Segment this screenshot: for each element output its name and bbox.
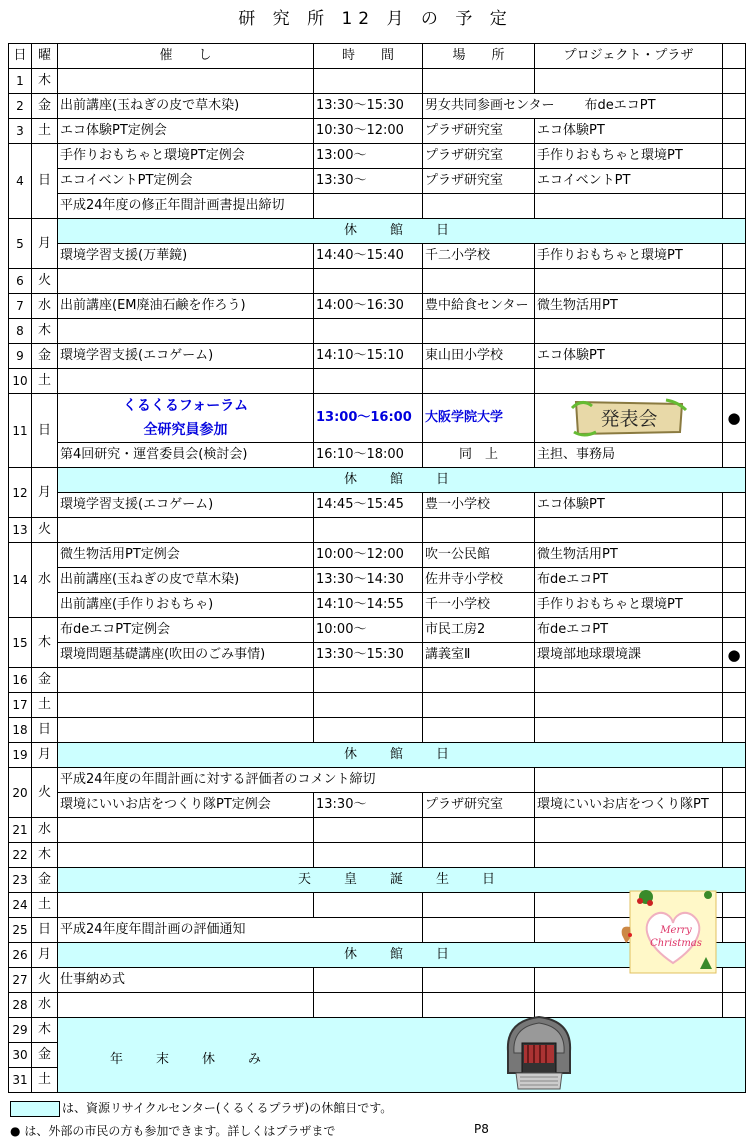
event-cell [58, 269, 314, 294]
mark-cell [723, 893, 746, 918]
merry-text: Merry [660, 925, 692, 936]
day-cell: 26 [9, 943, 32, 968]
table-row [9, 369, 746, 394]
public-dot-mark: ● [723, 643, 746, 668]
mark-cell [723, 369, 746, 394]
mark-cell [723, 144, 746, 169]
mark-cell [723, 169, 746, 194]
event-cell [58, 993, 314, 1018]
table-row [9, 693, 746, 718]
mark-cell [723, 294, 746, 319]
forum-subtitle: 全研究員参加 [143, 422, 228, 438]
time-cell: 14:45～15:45 [314, 493, 423, 518]
table-row [9, 518, 746, 543]
event-cell: 平成24年度年間計画の評価通知 [58, 918, 423, 943]
mark-cell [723, 493, 746, 518]
event-cell [58, 893, 314, 918]
place-cell [423, 269, 535, 294]
event-cell [58, 319, 314, 344]
mark-cell [723, 119, 746, 144]
day-cell: 30 [9, 1043, 32, 1068]
table-row [9, 119, 746, 144]
place-cell [423, 818, 535, 843]
mark-cell [723, 768, 746, 793]
legend-public [10, 1122, 335, 1139]
christmas-card-illustration [616, 885, 720, 977]
time-cell [314, 319, 423, 344]
project-cell: 布deエコPT [535, 568, 723, 593]
day-cell: 19 [9, 743, 32, 768]
weekday-cell: 土 [32, 693, 58, 718]
day-cell: 15 [9, 618, 32, 668]
place-cell: 千二小学校 [423, 244, 535, 269]
event-cell: 微生物活用PT定例会 [58, 543, 314, 568]
time-cell: 10:00～ [314, 618, 423, 643]
time-cell: 13:30～15:30 [314, 643, 423, 668]
time-cell: 13:30～ [314, 793, 423, 818]
legend-dot-icon: ● [10, 1124, 21, 1138]
day-cell: 7 [9, 294, 32, 319]
happyokai-badge-icon [570, 398, 688, 438]
place-cell [423, 968, 535, 993]
event-cell: 布deエコPT定例会 [58, 618, 314, 643]
time-cell [314, 518, 423, 543]
day-cell: 12 [9, 468, 32, 518]
day-cell: 17 [9, 693, 32, 718]
weekday-cell: 金 [32, 668, 58, 693]
table-row [9, 144, 746, 169]
weekday-cell: 日 [32, 718, 58, 743]
table-row [9, 194, 746, 219]
header-project: プロジェクト・プラザ [535, 44, 723, 69]
weekday-cell: 土 [32, 893, 58, 918]
weekday-cell: 月 [32, 743, 58, 768]
time-cell [314, 269, 423, 294]
table-row [9, 743, 746, 768]
day-cell: 27 [9, 968, 32, 993]
event-cell: 環境問題基礎講座(吹田のごみ事情) [58, 643, 314, 668]
mark-cell [723, 518, 746, 543]
day-cell: 13 [9, 518, 32, 543]
event-cell: 第4回研究・運営委員会(検討会) [58, 443, 314, 468]
weekday-cell: 火 [32, 269, 58, 294]
project-cell [535, 693, 723, 718]
year-end-holiday-band [58, 1018, 746, 1093]
table-row [9, 344, 746, 369]
weekday-cell: 水 [32, 818, 58, 843]
header-event: 催 し [58, 44, 314, 69]
weekday-cell: 木 [32, 69, 58, 94]
header-time: 時 間 [314, 44, 423, 69]
place-cell: 豊中給食センター [423, 294, 535, 319]
day-cell: 22 [9, 843, 32, 868]
place-project-cell [423, 94, 723, 119]
place-cell: 講義室Ⅱ [423, 643, 535, 668]
mark-cell [723, 968, 746, 993]
weekday-cell: 日 [32, 394, 58, 468]
time-cell: 14:00～16:30 [314, 294, 423, 319]
time-cell [314, 693, 423, 718]
weekday-cell: 火 [32, 768, 58, 818]
place-cell [423, 194, 535, 219]
table-row [9, 69, 746, 94]
event-cell [58, 69, 314, 94]
time-cell: 10:00～12:00 [314, 543, 423, 568]
time-cell: 16:10～18:00 [314, 443, 423, 468]
day-cell: 14 [9, 543, 32, 618]
place-cell: 吹一公民館 [423, 543, 535, 568]
christmas-text: Christmas [650, 938, 702, 949]
day-cell: 21 [9, 818, 32, 843]
weekday-cell: 水 [32, 993, 58, 1018]
weekday-cell: 月 [32, 468, 58, 518]
project-cell: 布deエコPT [535, 618, 723, 643]
event-cell [58, 369, 314, 394]
weekday-cell: 金 [32, 344, 58, 369]
mark-cell [723, 94, 746, 119]
place-cell: プラザ研究室 [423, 144, 535, 169]
header-mark [723, 44, 746, 69]
table-row [9, 169, 746, 194]
project-cell [535, 194, 723, 219]
project-cell: 環境にいいお店をつくり隊PT [535, 793, 723, 818]
event-cell [58, 668, 314, 693]
mark-cell [723, 443, 746, 468]
time-cell [314, 968, 423, 993]
project-cell: エコイベントPT [535, 169, 723, 194]
table-row [9, 468, 746, 493]
project-cell: 主担、事務局 [535, 443, 723, 468]
place-cell [423, 369, 535, 394]
mark-cell [723, 344, 746, 369]
legend-color-swatch [10, 1101, 60, 1117]
place-cell [423, 843, 535, 868]
project-text: 布deエコPT [584, 98, 656, 113]
event-cell [58, 718, 314, 743]
table-row [9, 793, 746, 818]
place-cell: プラザ研究室 [423, 119, 535, 144]
event-cell: 環境にいいお店をつくり隊PT定例会 [58, 793, 314, 818]
weekday-cell: 木 [32, 843, 58, 868]
project-cell: 微生物活用PT [535, 543, 723, 568]
place-cell [423, 319, 535, 344]
closed-day-band: 休 館 日 [58, 943, 746, 968]
project-cell [535, 668, 723, 693]
project-cell: 手作りおもちゃと環境PT [535, 593, 723, 618]
day-cell: 29 [9, 1018, 32, 1043]
mark-cell [723, 668, 746, 693]
weekday-cell: 土 [32, 119, 58, 144]
place-cell: プラザ研究室 [423, 793, 535, 818]
table-row [9, 718, 746, 743]
time-cell [314, 718, 423, 743]
mark-cell [723, 718, 746, 743]
event-cell: 環境学習支援(万華鏡) [58, 244, 314, 269]
place-cell: 東山田小学校 [423, 344, 535, 369]
weekday-cell: 水 [32, 543, 58, 618]
mark-cell [723, 319, 746, 344]
weekday-cell: 月 [32, 219, 58, 269]
place-text: 男女共同参画センター [425, 98, 555, 113]
table-row [9, 568, 746, 593]
mark-cell [723, 918, 746, 943]
place-cell: プラザ研究室 [423, 169, 535, 194]
day-cell: 1 [9, 69, 32, 94]
event-cell: 仕事納め式 [58, 968, 314, 993]
place-cell [423, 668, 535, 693]
day-cell: 5 [9, 219, 32, 269]
day-cell: 16 [9, 668, 32, 693]
table-row [9, 443, 746, 468]
event-cell [58, 843, 314, 868]
day-cell: 9 [9, 344, 32, 369]
event-cell: 出前講座(手作りおもちゃ) [58, 593, 314, 618]
public-dot-mark: ● [723, 394, 746, 443]
time-cell: 14:40～15:40 [314, 244, 423, 269]
table-row [9, 818, 746, 843]
project-cell [535, 369, 723, 394]
day-cell: 4 [9, 144, 32, 219]
place-cell: 同 上 [423, 443, 535, 468]
time-cell: 13:30～15:30 [314, 94, 423, 119]
place-cell [423, 718, 535, 743]
table-row [9, 668, 746, 693]
weekday-cell: 金 [32, 94, 58, 119]
table-row [9, 643, 746, 668]
day-cell: 10 [9, 369, 32, 394]
place-cell: 佐井寺小学校 [423, 568, 535, 593]
table-row [9, 618, 746, 643]
day-cell: 31 [9, 1068, 32, 1093]
forum-event-cell [58, 394, 314, 443]
day-cell: 24 [9, 893, 32, 918]
closed-day-band: 休 館 日 [58, 219, 746, 244]
table-row [9, 94, 746, 119]
event-cell [58, 818, 314, 843]
event-cell: 環境学習支援(エコゲーム) [58, 344, 314, 369]
house-illustration [498, 1013, 580, 1091]
project-cell [535, 269, 723, 294]
closed-day-band: 休 館 日 [58, 743, 746, 768]
table-row [9, 219, 746, 244]
time-cell [314, 369, 423, 394]
mark-cell [723, 793, 746, 818]
project-cell: エコ体験PT [535, 493, 723, 518]
mark-cell [723, 818, 746, 843]
project-cell [535, 718, 723, 743]
time-cell: 13:00～ [314, 144, 423, 169]
forum-place-cell: 大阪学院大学 [423, 394, 535, 443]
day-cell: 20 [9, 768, 32, 818]
place-cell [423, 918, 535, 943]
legend-closed [10, 1099, 392, 1117]
project-cell [535, 768, 723, 793]
time-cell [314, 893, 423, 918]
place-cell [423, 693, 535, 718]
weekday-cell: 火 [32, 518, 58, 543]
time-cell: 13:30～14:30 [314, 568, 423, 593]
closed-day-band: 休 館 日 [58, 468, 746, 493]
project-cell [535, 843, 723, 868]
time-cell [314, 993, 423, 1018]
weekday-cell: 日 [32, 144, 58, 219]
event-cell: 平成24年度の修正年間計画書提出締切 [58, 194, 314, 219]
legend-public-text: は、外部の市民の方も参加できます。詳しくはプラザまで [24, 1124, 336, 1138]
event-cell: エコ体験PT定例会 [58, 119, 314, 144]
weekday-cell: 木 [32, 319, 58, 344]
day-cell: 18 [9, 718, 32, 743]
time-cell: 13:30～ [314, 169, 423, 194]
project-cell: エコ体験PT [535, 344, 723, 369]
time-cell [314, 843, 423, 868]
project-cell [535, 319, 723, 344]
table-row [9, 493, 746, 518]
table-row [9, 843, 746, 868]
time-cell: 14:10～15:10 [314, 344, 423, 369]
mark-cell [723, 618, 746, 643]
year-end-label: 年 末 休 み [110, 1052, 272, 1067]
time-cell [314, 668, 423, 693]
forum-title: くるくるフォーラム [122, 398, 249, 414]
weekday-cell: 日 [32, 918, 58, 943]
project-cell: 微生物活用PT [535, 294, 723, 319]
mark-cell [723, 543, 746, 568]
day-cell: 2 [9, 94, 32, 119]
mark-cell [723, 993, 746, 1018]
weekday-cell: 月 [32, 943, 58, 968]
table-row [9, 768, 746, 793]
event-cell: 出前講座(玉ねぎの皮で草木染) [58, 568, 314, 593]
mark-cell [723, 194, 746, 219]
weekday-cell: 金 [32, 1043, 58, 1068]
project-cell [535, 518, 723, 543]
weekday-cell: 金 [32, 868, 58, 893]
weekday-cell: 火 [32, 968, 58, 993]
holiday-band: 天 皇 誕 生 日 [58, 868, 746, 893]
time-cell [314, 69, 423, 94]
badge-text: 発表会 [599, 408, 658, 430]
event-cell [58, 518, 314, 543]
header-row [9, 44, 746, 69]
project-cell: 環境部地球環境課 [535, 643, 723, 668]
day-cell: 28 [9, 993, 32, 1018]
page-title: 研 究 所 12 月 の 予 定 [238, 9, 513, 29]
time-cell [314, 194, 423, 219]
mark-cell [723, 843, 746, 868]
event-cell: 出前講座(玉ねぎの皮で草木染) [58, 94, 314, 119]
place-cell [423, 69, 535, 94]
project-cell [535, 69, 723, 94]
day-cell: 11 [9, 394, 32, 468]
project-cell: 手作りおもちゃと環境PT [535, 244, 723, 269]
event-cell: 平成24年度の年間計画に対する評価者のコメント締切 [58, 768, 535, 793]
header-place: 場 所 [423, 44, 535, 69]
weekday-cell: 水 [32, 294, 58, 319]
mark-cell [723, 593, 746, 618]
day-cell: 23 [9, 868, 32, 893]
table-row [9, 319, 746, 344]
weekday-cell: 木 [32, 1018, 58, 1043]
event-cell: エコイベントPT定例会 [58, 169, 314, 194]
header-weekday: 曜 [32, 44, 58, 69]
day-cell: 25 [9, 918, 32, 943]
table-row [9, 269, 746, 294]
weekday-cell: 土 [32, 1068, 58, 1093]
mark-cell [723, 69, 746, 94]
table-row [9, 394, 746, 443]
time-cell [314, 818, 423, 843]
table-row [9, 593, 746, 618]
place-cell: 豊一小学校 [423, 493, 535, 518]
event-cell: 環境学習支援(エコゲーム) [58, 493, 314, 518]
table-row [9, 294, 746, 319]
weekday-cell: 木 [32, 618, 58, 668]
time-cell: 10:30～12:00 [314, 119, 423, 144]
place-cell [423, 893, 535, 918]
legend-closed-text: は、資源リサイクルセンター(くるくるプラザ)の休館日です。 [62, 1101, 393, 1115]
day-cell: 8 [9, 319, 32, 344]
event-cell [58, 693, 314, 718]
weekday-cell: 土 [32, 369, 58, 394]
event-cell: 手作りおもちゃと環境PT定例会 [58, 144, 314, 169]
page-number: P8 [474, 1122, 489, 1136]
place-cell: 市民工房2 [423, 618, 535, 643]
mark-cell [723, 244, 746, 269]
time-cell: 14:10～14:55 [314, 593, 423, 618]
table-row [9, 1018, 746, 1043]
day-cell: 6 [9, 269, 32, 294]
project-cell: 手作りおもちゃと環境PT [535, 144, 723, 169]
event-cell: 出前講座(EM廃油石鹸を作ろう) [58, 294, 314, 319]
mark-cell [723, 693, 746, 718]
table-row [9, 244, 746, 269]
table-row [9, 543, 746, 568]
place-cell [423, 518, 535, 543]
project-cell [535, 818, 723, 843]
badge-cell [535, 394, 723, 443]
forum-time-cell: 13:00～16:00 [314, 394, 423, 443]
table-row [9, 993, 746, 1018]
place-cell: 千一小学校 [423, 593, 535, 618]
header-day: 日 [9, 44, 32, 69]
project-cell: エコ体験PT [535, 119, 723, 144]
mark-cell [723, 269, 746, 294]
day-cell: 3 [9, 119, 32, 144]
mark-cell [723, 568, 746, 593]
